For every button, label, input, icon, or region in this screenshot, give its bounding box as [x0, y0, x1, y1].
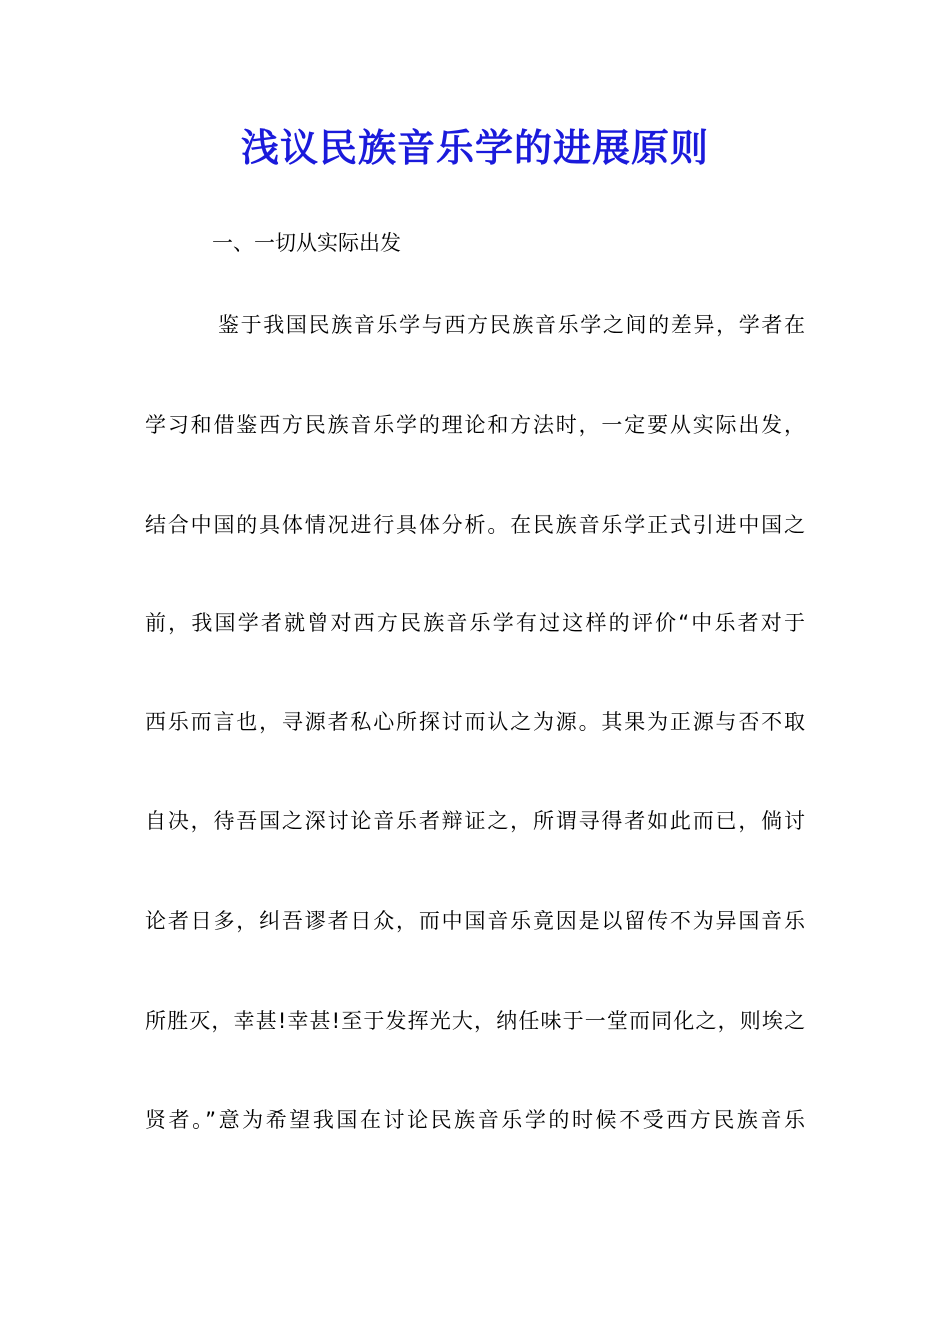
- paragraph-line: 自决，待吾国之深讨论音乐者辩证之，所谓寻得者如此而已，倘讨: [145, 809, 805, 833]
- section-heading: 一、一切从实际出发: [212, 231, 401, 255]
- paragraph-line: 贤者。”意为希望我国在讨论民族音乐学的时候不受西方民族音乐: [145, 1108, 805, 1132]
- paragraph-line: 鉴于我国民族音乐学与西方民族音乐学之间的差异，学者在: [218, 313, 805, 337]
- paragraph-line: 所胜灭，幸甚!幸甚!至于发挥光大，纳任味于一堂而同化之，则埃之: [145, 1009, 805, 1033]
- paragraph-line: 前，我国学者就曾对西方民族音乐学有过这样的评价“中乐者对于: [145, 611, 805, 635]
- paragraph-line: 结合中国的具体情况进行具体分析。在民族音乐学正式引进中国之: [145, 513, 805, 537]
- paragraph-line: 西乐而言也，寻源者私心所探讨而认之为源。其果为正源与否不取: [145, 710, 805, 734]
- document-title: 浅议民族音乐学的进展原则: [240, 125, 709, 170]
- paragraph-line: 论者日多，纠吾谬者日众，而中国音乐竟因是以留传不为异国音乐: [145, 909, 805, 933]
- paragraph-line: 学习和借鉴西方民族音乐学的理论和方法时，一定要从实际出发，: [145, 413, 805, 437]
